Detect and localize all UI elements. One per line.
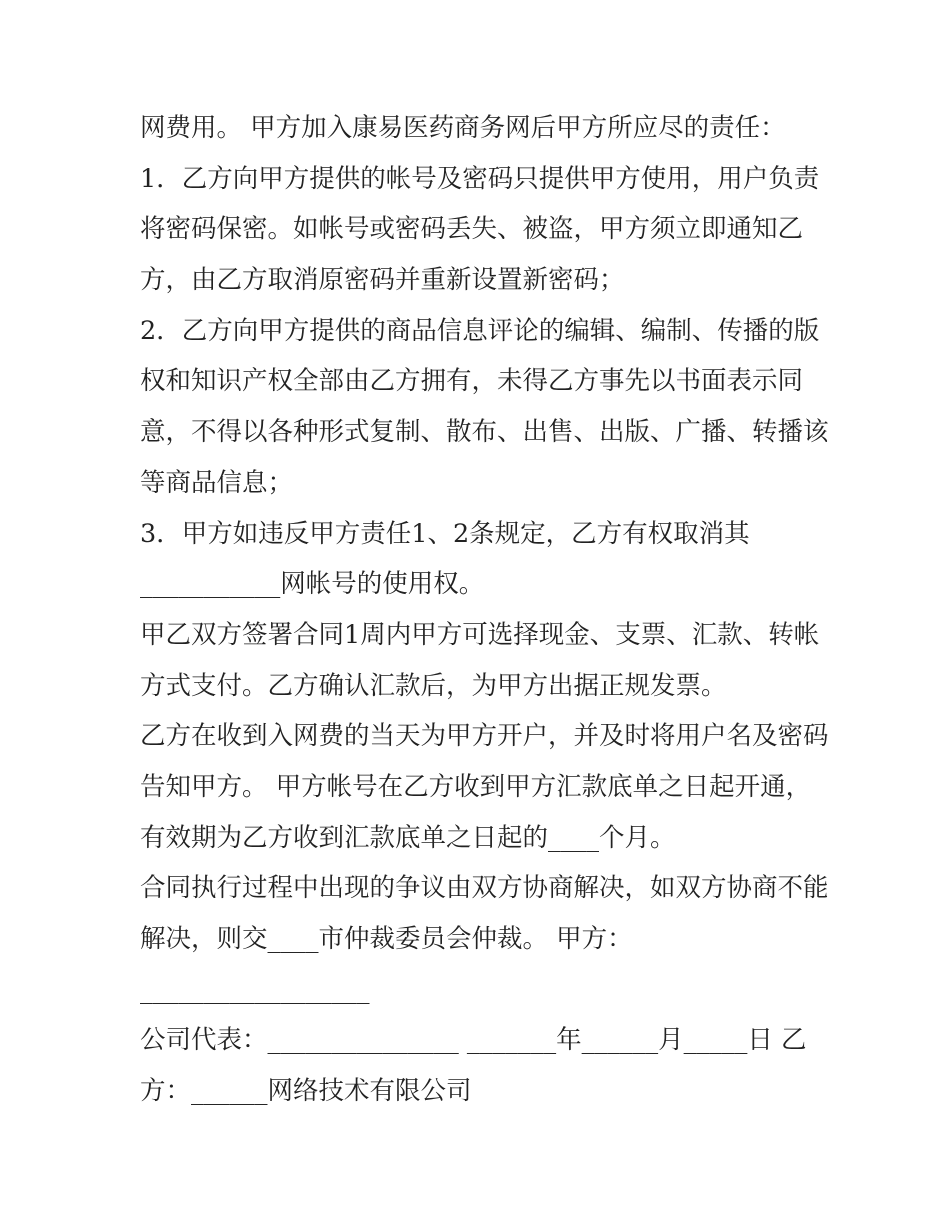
text-line: 甲乙双方签署合同1周内甲方可选择现金、支票、汇款、转帐: [140, 619, 820, 650]
text-line: 方式支付。乙方确认汇款后，为甲方出据正规发票。: [140, 670, 727, 701]
text-line: 有效期为乙方收到汇款底单之日起的____个月。: [140, 822, 676, 853]
text-line: 等商品信息；: [140, 467, 294, 498]
text-line: 方，由乙方取消原密码并重新设置新密码；: [140, 265, 625, 296]
text-line: ___________网帐号的使用权。: [140, 569, 485, 600]
text-line: 公司代表：_______________ _______年______月_____日 乙: [140, 1025, 807, 1056]
text-line: 网费用。 甲方加入康易医药商务网后甲方所应尽的责任：: [140, 113, 786, 143]
text-line: 方：______网络技术有限公司: [140, 1076, 472, 1107]
text-line: 意，不得以各种形式复制、散布、出售、出版、广播、转播该: [140, 417, 829, 448]
text-line: 3．甲方如违反甲方责任1、2条规定，乙方有权取消其: [140, 518, 750, 549]
text-line: 解决，则交____市仲裁委员会仲裁。 甲方：: [140, 924, 633, 954]
text-line: 权和知识产权全部由乙方拥有，未得乙方事先以书面表示同: [140, 366, 804, 397]
text-line: 1．乙方向甲方提供的帐号及密码只提供甲方使用，用户负责: [140, 163, 820, 194]
signature-line: __________________: [140, 974, 370, 1005]
text-line: 告知甲方。 甲方帐号在乙方收到甲方汇款底单之日起开通，: [140, 771, 812, 802]
text-line: 合同执行过程中出现的争议由双方协商解决，如双方协商不能: [140, 873, 829, 904]
document-body: [140, 103, 830, 1117]
text-line: 乙方在收到入网费的当天为甲方开户，并及时将用户名及密码: [140, 721, 829, 752]
text-line: 将密码保密。如帐号或密码丢失、被盗，甲方须立即通知乙: [140, 214, 804, 245]
text-line: 2．乙方向甲方提供的商品信息评论的编辑、编制、传播的版: [140, 315, 820, 346]
